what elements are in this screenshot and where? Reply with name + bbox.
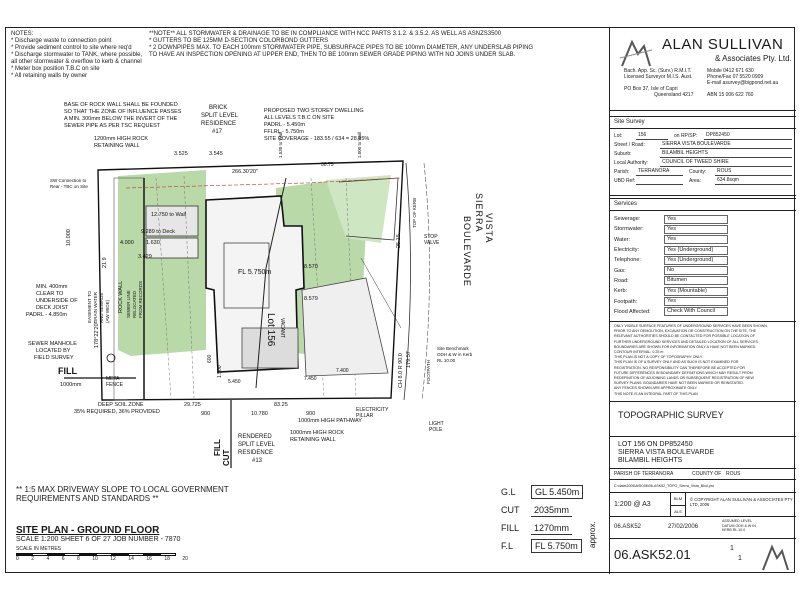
stormwater-note: * 2 DOWNPIPES MAX. TO EACH 100mm STORMWATER PIPE, SUBSURFACE PIPES TO BE 100mm DIAMETER, ANY UNDERSLAB PIPING	[149, 45, 534, 51]
min-clearance-note: PADRL - 4.850m	[26, 312, 67, 318]
service-row	[610, 245, 796, 255]
copyright-note: © COPYRIGHT ALAN SULLIVAN & ASSOCIATES PTY LTD, 2006	[690, 497, 793, 507]
brick-residence-label: BRICK	[209, 105, 228, 111]
service-value: Yes	[664, 225, 728, 234]
suburb-value: BILAMBIL HEIGHTS	[660, 150, 792, 158]
metal-fence-label: FENCE	[106, 382, 123, 388]
rendered-residence-label: RESIDENCE	[238, 450, 274, 456]
benchmark-label: ODH & W in Kerb	[437, 352, 473, 357]
fill-label: FILL	[58, 366, 77, 376]
boundary-bearing: 266.30'20"	[232, 169, 258, 175]
scale-tick: 10	[92, 556, 98, 562]
drawing-sheet	[5, 27, 795, 573]
scale-tick: 0	[16, 556, 19, 562]
company-logo-icon	[760, 543, 790, 573]
service-row	[610, 224, 796, 234]
fill-section-label: FILL	[213, 439, 222, 456]
level-key: FILL	[501, 523, 520, 533]
level-key: F.L	[501, 541, 514, 551]
notes-heading: NOTES:	[11, 31, 34, 37]
parish-value: TERRANORA	[636, 168, 683, 176]
top-of-kerb-label: TOP OF KERB	[412, 197, 417, 228]
street-name-label: VISTA	[484, 213, 494, 244]
scale-tick: 8	[77, 556, 80, 562]
disclaimer-line: SURVEY PLANS. BOUNDARIES HAVE NOT BEEN MARKED OR REINSTATED.	[614, 381, 745, 386]
level-value: 1270mm	[531, 522, 572, 535]
plan-title-block	[16, 525, 188, 562]
dimension-label: 900	[201, 411, 211, 417]
scale-bar-ticks	[16, 556, 188, 562]
deep-soil-label: DEEP SOIL ZONE	[98, 402, 144, 408]
service-key: Kerb:	[614, 288, 628, 295]
dimension-label: 4.000	[120, 240, 134, 246]
service-value: Yes (Mountable)	[664, 287, 728, 296]
min-clearance-note: DECK JOIST	[36, 305, 69, 311]
deep-soil-label: 35% REQUIRED, 36% PROVIDED	[74, 409, 160, 415]
boundary-bearing: 83.25	[274, 402, 288, 408]
service-value: Yes	[664, 235, 728, 244]
benchmark-label: RL 10.00	[437, 358, 456, 363]
plan-title: SITE PLAN - GROUND FLOOR	[16, 525, 160, 536]
levels-table	[501, 483, 601, 555]
disclaimer-line: ANY FENCES SHOWN ARE APPROXIMATE ONLY.	[614, 386, 698, 391]
note-item: * Meter box position T.B.C on site	[11, 66, 100, 72]
dimension-label: 3.525	[174, 151, 188, 157]
rock-wall-note: BASE OF ROCK WALL SHALL BE FOUNDED	[64, 102, 178, 108]
rendered-residence-label: SPLIT LEVEL	[238, 442, 275, 448]
retaining-wall-label: RETAINING WALL	[290, 437, 336, 443]
scale-tick: 4	[46, 556, 50, 562]
stormwater-note: TO HAVE AN INSPECTION OPENING AT UPPER END, THEN TO BE 100mm SEWER GRADE PIPING WITH NO JOINS UNDER SLAB.	[149, 52, 516, 58]
floor-level-label: FL 5.750m	[238, 269, 272, 276]
driveway-note	[16, 485, 229, 503]
topo-line: LOT 156 ON DP852450	[618, 441, 693, 448]
company-line: ABN 15 006 622 760	[707, 92, 754, 98]
disclaimer-line: FURTHER UNDERGROUND SERVICES AND DETAILED LOCATION OF ALL SERVICES.	[614, 339, 759, 344]
easement-label: EASEMENT TO	[87, 290, 92, 323]
arc-label: 179.57	[406, 351, 412, 368]
disclaimer-line: THIS PLAN IS NOT A COPY OF TOPOGRAPHY ONLY.	[614, 355, 703, 360]
rock-wall-note: A MIN. 300mm BELOW THE INVERT OF THE	[64, 116, 178, 122]
level-key: G.L	[501, 487, 516, 497]
disclaimer-line: CONTOUR INTERVAL: 0.25 m	[614, 350, 664, 355]
topo-line: BILAMBIL HEIGHTS	[618, 457, 683, 464]
lot-number-label: Lot 156	[265, 313, 276, 347]
cut-section-label: CUT	[222, 449, 231, 466]
field-key: on RP/SP:	[674, 132, 698, 139]
dimension-label: 21.9	[102, 257, 108, 268]
service-key: Gas:	[614, 267, 626, 274]
plan-value: DP852450	[704, 132, 792, 140]
company-credentials	[624, 68, 714, 98]
proposed-dwelling-note: PROPOSED TWO STOREY DWELLING	[264, 108, 364, 114]
company-line: Phone/Fax 07 5520 0909	[707, 74, 764, 80]
dimension-label: 7.450	[304, 376, 317, 382]
dimension-label: 1.500	[217, 365, 223, 378]
scale-tick: 20	[182, 556, 188, 562]
ubd-value	[636, 177, 683, 185]
dimension-label: 3.545	[209, 151, 223, 157]
company-line: PO Box 37, Isle of Capri	[624, 86, 678, 92]
drawn-by: BLM	[671, 493, 685, 506]
company-contact	[707, 68, 795, 98]
scale-tick: 18	[164, 556, 170, 562]
scale-bar	[16, 553, 188, 556]
scale-tick: 6	[61, 556, 65, 562]
authority-value: COUNCIL OF TWEED SHIRE	[660, 159, 792, 167]
company-line: Queensland 4217	[654, 92, 694, 98]
services-list	[610, 211, 796, 317]
datum-note: ASSUMED LEVEL DATUM ODH & W IN KERB RL 10.0	[722, 519, 756, 533]
proposed-dwelling-note: FFLRL - 5.750m	[264, 129, 304, 135]
fill-depth-label: 1000mm	[60, 382, 82, 388]
sw-connection-label: SW Connection to	[50, 178, 87, 183]
disclaimer-line: REGISTRATION. NO RESPONSIBILITY CAN THEREFORE BE ACCEPTED FOR	[614, 365, 745, 370]
scale-tick: 12	[110, 556, 116, 562]
service-key: Water:	[614, 236, 630, 243]
stormwater-note: **NOTE** ALL STORMWATER & DRAINAGE TO BE IN COMPLIANCE WITH NCC PARTS 3.1.2. & 3.5.2. AS WELL AS ASNZS3500	[149, 31, 502, 37]
drawing-number: 06.ASK52.01	[614, 547, 691, 562]
dimension-label: 1.500 to Wall	[357, 131, 362, 158]
field-key: Suburb:	[614, 150, 632, 157]
driveway-note-line: REQUIREMENTS AND STANDARDS **	[16, 494, 159, 503]
level-value: 2035mm	[531, 504, 572, 517]
disclaimer-line: RELEVANT AUTHORITIES SHOULD BE CONTACTED FOR POSSIBLE LOCATION OF	[614, 334, 755, 339]
dimension-label: 600	[207, 354, 213, 363]
footpath-label: FOOTPATH	[426, 360, 431, 384]
rock-wall-note: SEWER PIPE AS PER TSC REQUEST	[64, 123, 161, 129]
dimension-label: 9.289 to Deck	[141, 229, 175, 235]
parish-value: TERRANORA	[642, 471, 674, 477]
service-value: Check With Council	[664, 307, 728, 316]
company-logo-icon	[618, 36, 654, 70]
disclaimer-line: THIS PLAN IS OF A SURVEY ONLY AND AS SUCH IS NOT EXAMINED FOR	[614, 360, 739, 365]
service-value: Bitumen	[664, 276, 728, 285]
dimension-label: 12.750 to Wall	[151, 212, 186, 218]
service-value: Yes	[664, 215, 728, 224]
disclaimer-line: ONLY VISIBLE SURFACE FEATURES OF UNDERGROUND SERVICES HAVE BEEN SHOWN.	[614, 324, 768, 328]
level-value: FL 5.750m	[531, 539, 582, 553]
field-key: Local Authority:	[614, 159, 649, 166]
sheet-total: 1	[738, 555, 742, 562]
field-key: Area:	[689, 177, 701, 184]
min-clearance-note: MIN. 400mm	[36, 284, 68, 290]
dimension-label: 1.530 to Wall	[278, 131, 283, 158]
note-item: * All retaining walls by owner	[11, 73, 88, 79]
light-pole-label: LIGHT	[429, 421, 444, 427]
service-key: Road:	[614, 277, 629, 284]
scale-bar-label: SCALE IN METRES	[16, 546, 62, 552]
service-row	[610, 286, 796, 296]
disclaimer-line: REDEFINITION OF ADJOINING LANDS OR SUBSEQUENT REGISTRATION OF NEW	[614, 376, 754, 381]
service-row	[610, 276, 796, 286]
title-block	[609, 28, 796, 574]
company-line: Licensed Surveyor M.I.S. Aust.	[624, 74, 693, 80]
sewer-manhole-label: SEWER MANHOLE	[28, 341, 77, 347]
easement-label: (AW WIDE)	[105, 299, 110, 323]
street-name-label: BOULEVARDE	[462, 216, 472, 287]
dimension-label: 10.780	[251, 411, 268, 417]
dimension-label: 900	[306, 411, 316, 417]
easement-label: DRAIN WATER	[93, 292, 98, 323]
scale-value: 1:200 @ A3	[614, 501, 651, 508]
disclaimer-notes	[610, 321, 796, 401]
sw-connection-label: Rear - TBC on Site	[50, 184, 88, 189]
service-row	[610, 296, 796, 306]
dimension-label: 3.429	[138, 254, 152, 260]
service-row	[610, 235, 796, 245]
service-key: Stormwater:	[614, 226, 644, 233]
stop-valve-label: STOP	[424, 234, 438, 240]
stop-valve-label: VALVE	[424, 240, 440, 246]
service-value: Yes	[664, 297, 728, 306]
street-name-label: SIERRA	[474, 193, 484, 233]
driveway	[302, 278, 388, 376]
survey-date: 27/02/2006	[668, 524, 699, 530]
boundary-bearing: 178°22'20"	[94, 321, 100, 348]
county-value: ROUS	[726, 471, 741, 477]
disclaimer-line: BOUNDARIES ARE SHOWN FOR INFORMATION ONLY & HAVE NOT BEEN MARKED.	[614, 344, 757, 349]
brick-residence-label: #17	[212, 129, 223, 135]
field-key: Lot:	[614, 132, 623, 139]
disclaimer-line: FUTURE DIFFERENCES IN BOUNDARY DEFINITIONS WHICH MAY RESULT FROM	[614, 370, 753, 375]
dimension-label: 25.15	[396, 234, 402, 248]
sewer-relocated-label: FROM RECORDS	[138, 281, 143, 318]
note-item: all other stormwater & overflow to kerb & channel	[11, 59, 142, 65]
scale-tick: 2	[31, 556, 35, 562]
vacant-label: VACANT	[279, 318, 285, 338]
level-key: CUT	[501, 505, 520, 515]
topographic-survey-block	[610, 401, 796, 575]
company-line: Mobile 0412 671 630	[707, 68, 754, 74]
service-value: Yes (Underground)	[664, 256, 728, 265]
site-survey-heading: Site Survey	[610, 117, 796, 129]
easement-label: AND SEWAGE	[99, 292, 104, 323]
company-subname: & Associates Pty. Ltd.	[715, 54, 792, 63]
metal-fence-label: META	[106, 376, 120, 382]
street-value: SIERRA VISTA BOULEVARDE	[660, 141, 792, 149]
company-line: E-mail asurvey@bigpond.net.au	[707, 80, 779, 86]
stormwater-note: * GUTTERS TO BE 125MM D-SECTION COLORBOND GUTTERS	[149, 38, 329, 44]
services-section	[610, 198, 796, 319]
arc-label: CH 8.0 R 90.0	[398, 353, 404, 388]
sewer-manhole-label: LOCATED BY	[36, 348, 71, 354]
scale-tick: 14	[128, 556, 134, 562]
company-line: Bach. App. Sc. (Surv.) R.M.I.T.	[624, 68, 692, 74]
proposed-dwelling-note: PADRL - 5.450m	[264, 122, 305, 128]
approx-label: approx.	[588, 521, 597, 548]
service-key: Flood Affected:	[614, 308, 651, 315]
high-rock-wall-label: RETAINING WALL	[94, 143, 140, 149]
service-row	[610, 265, 796, 275]
electricity-pillar-label: ELECTRICITY	[356, 407, 389, 413]
rock-wall-note: SO THAT THE ZONE OF INFLUENCE PASSES	[64, 109, 182, 115]
sewer-relocated-label: RELOCATED	[132, 290, 137, 318]
proposed-dwelling-note: ALL LEVELS T.B.C ON SITE	[264, 115, 335, 121]
county-value: ROUS	[715, 168, 792, 176]
field-key: County:	[689, 168, 707, 175]
topo-heading: TOPOGRAPHIC SURVEY	[618, 410, 724, 420]
sheet-number: 1	[730, 545, 734, 552]
field-key: Parish:	[614, 168, 630, 175]
pathway-label: 1000mm HIGH PATHWAY	[298, 418, 362, 424]
dimension-label: 7.400	[336, 368, 349, 374]
sewer-relocated-label: SEWER LINE	[126, 290, 131, 318]
service-key: Sewerage:	[614, 216, 641, 223]
level-value: GL 5.450m	[531, 485, 583, 499]
dimension-label: 30.75	[321, 162, 334, 168]
service-value: Yes (Underground)	[664, 246, 728, 255]
light-pole-label: POLE	[429, 427, 443, 433]
note-item: * Discharge stormwater to TANK, where possible,	[11, 52, 143, 58]
plan-subtitle: SCALE 1:200 SHEET 6 OF 27 JOB NUMBER - 7870	[16, 536, 181, 543]
scale-tick: 16	[146, 556, 152, 562]
proposed-dwelling-note: SITE COVERAGE - 183.55 / 634 = 28.95%	[264, 136, 370, 142]
site-survey-section	[610, 116, 796, 196]
lot-value: 156	[636, 132, 668, 140]
service-key: Electricity:	[614, 247, 640, 254]
rendered-residence-label: RENDERED	[238, 434, 272, 440]
dimension-label: 8.579	[304, 296, 318, 302]
driveway-note-line: ** 1:5 MAX DRIVEWAY SLOPE TO LOCAL GOVERNMENT	[16, 485, 229, 494]
area-value: 634.8sqm	[715, 177, 792, 185]
min-clearance-note: CLEAR TO	[36, 291, 64, 297]
dimension-label: 8.570	[304, 264, 318, 270]
service-row	[610, 307, 796, 317]
topo-line: SIERRA VISTA BOULEVARDE	[618, 449, 715, 456]
company-header	[610, 28, 796, 111]
disclaimer-line: PRIOR TO ANY DEMOLITION, EXCAVATION OR CONSTRUCTION ON THE SITE, THE	[614, 329, 757, 334]
electricity-pillar-label: PILLAR	[356, 413, 374, 419]
brick-residence-label: SPLIT LEVEL	[201, 113, 238, 119]
field-key: UBD Ref:	[614, 177, 636, 184]
field-key: Street / Road:	[614, 141, 645, 148]
rendered-residence-label: #13	[252, 458, 263, 464]
disclaimer-line: THIS NOTE IS AN INTEGRAL PART OF THIS PLAN	[614, 391, 698, 396]
dimension-label: 10.000	[66, 229, 72, 246]
boundary-bearing: 29.725	[184, 402, 201, 408]
dimension-label: 5.450	[228, 379, 241, 385]
job-reference: 06.ASK52	[614, 524, 642, 530]
site-plan-drawing	[6, 28, 609, 468]
benchmark-label: Site Benchmark	[437, 346, 469, 351]
field-key: COUNTY OF	[692, 471, 722, 477]
service-value: No	[664, 266, 728, 275]
checked-by: ALS	[674, 509, 682, 514]
high-rock-wall-label: 1200mm HIGH ROCK	[94, 136, 149, 142]
brick-residence-label: RESIDENCE	[201, 121, 237, 127]
note-item: * Provide sediment control to site where req'd	[11, 45, 132, 51]
note-item: * Discharge waste to connection point	[11, 38, 112, 44]
sewer-manhole-label: FIELD SURVEY	[34, 355, 74, 361]
service-row	[610, 255, 796, 265]
rock-wall-label: ROCK WALL	[118, 280, 124, 313]
company-name: ALAN SULLIVAN	[662, 36, 784, 53]
service-row	[610, 214, 796, 224]
services-heading: Services	[610, 199, 796, 211]
file-path: C:\data\2006\ASK\06\06-ASK52_TOPO_Sierra_Vista_Blvd.pro	[614, 484, 714, 488]
retaining-wall-label: 1000mm HIGH ROCK	[290, 430, 345, 436]
service-key: Footpath:	[614, 298, 638, 305]
min-clearance-note: UNDERSIDE OF	[36, 298, 78, 304]
field-key: PARISH OF	[614, 471, 641, 477]
dimension-label: 1.630	[146, 240, 160, 246]
service-key: Telephone:	[614, 257, 641, 264]
